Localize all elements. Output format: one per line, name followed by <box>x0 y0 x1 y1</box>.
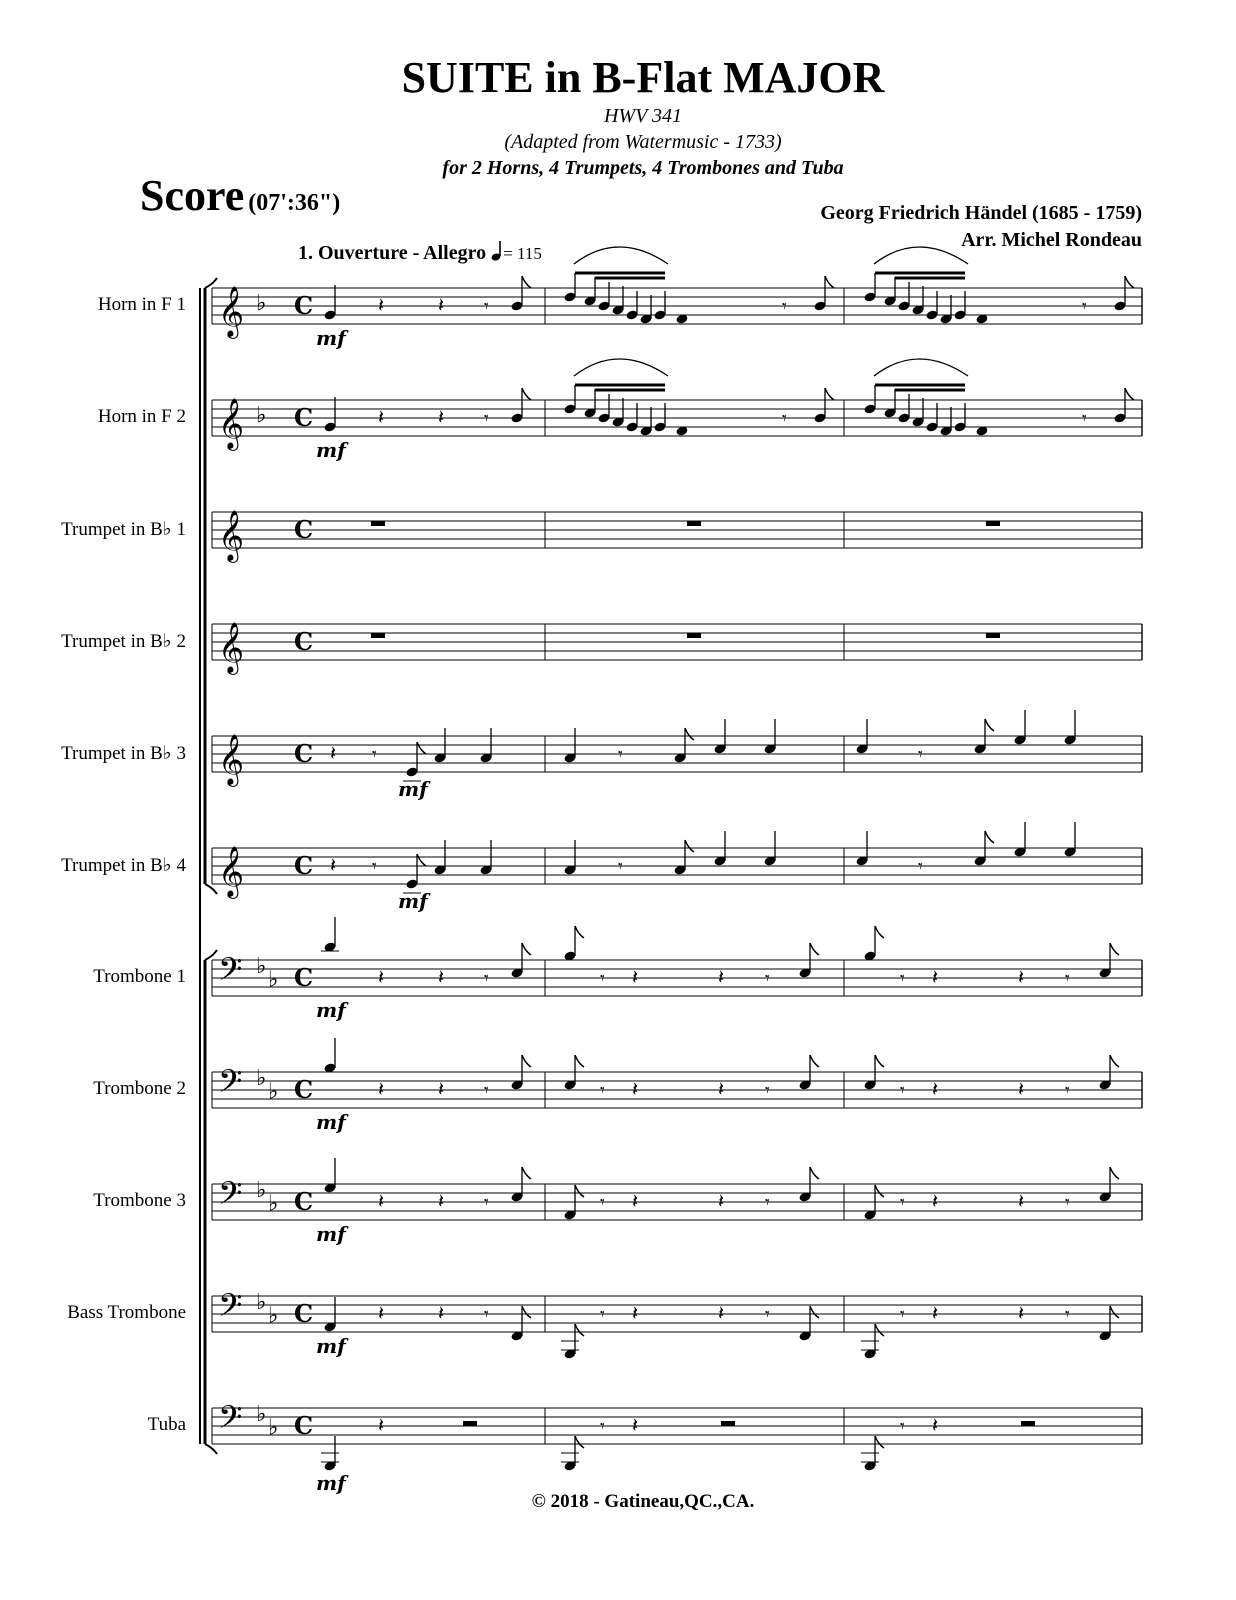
eighth-rest-icon: 𝄾 <box>900 1416 905 1437</box>
flat-icon: ♭ <box>256 954 267 979</box>
eighth-rest-icon: 𝄾 <box>600 1192 605 1213</box>
quarter-rest-icon: 𝄽 <box>932 1301 939 1325</box>
composer-credit: Georg Friedrich Händel (1685 - 1759) <box>820 202 1142 224</box>
note-flag <box>825 276 834 288</box>
note-flag <box>810 943 819 955</box>
instrument-label: Trumpet in B♭ 3 <box>61 743 186 764</box>
bass-clef-icon: 𝄢 <box>218 951 243 995</box>
trumpet-part <box>371 521 1000 526</box>
bass-clef-icon: 𝄢 <box>218 1399 243 1443</box>
note-flag <box>522 1055 531 1067</box>
quarter-rest-icon: 𝄽 <box>438 1189 445 1213</box>
flat-icon: ♭ <box>268 967 279 993</box>
score-duration: (07':36") <box>248 190 341 216</box>
staff <box>212 1399 1142 1444</box>
catalog-number: HWV 341 <box>604 105 682 127</box>
whole-rest-icon <box>986 633 1000 638</box>
quarter-rest-icon: 𝄽 <box>718 965 725 989</box>
quarter-rest-icon: 𝄽 <box>932 1077 939 1101</box>
flat-icon: ♭ <box>268 1191 279 1217</box>
eighth-rest-icon: 𝄾 <box>372 856 377 877</box>
quarter-rest-icon: 𝄽 <box>378 965 385 989</box>
treble-clef-icon: 𝄞 <box>218 846 245 897</box>
staff <box>212 398 1142 451</box>
trombone-part <box>316 1038 1119 1134</box>
dynamic-mf: mf <box>316 1110 346 1134</box>
dynamic-mf: mf <box>398 777 428 801</box>
dynamic-mf: mf <box>316 1471 346 1495</box>
eighth-rest-icon: 𝄾 <box>618 744 623 765</box>
trumpet-part <box>371 633 1000 638</box>
bass-clef-icon: 𝄢 <box>218 1287 243 1331</box>
note-flag <box>575 1436 584 1448</box>
slur <box>574 247 668 264</box>
eighth-rest-icon: 𝄾 <box>918 744 923 765</box>
instrument-label: Bass Trombone <box>67 1302 186 1323</box>
note-flag <box>575 1055 584 1067</box>
quarter-rest-icon: 𝄽 <box>438 293 445 317</box>
staff <box>212 286 1142 339</box>
note-flag <box>522 388 531 400</box>
common-time-icon: C <box>294 627 314 656</box>
half-rest-icon <box>463 1421 477 1426</box>
quarter-rest-icon: 𝄽 <box>1018 1189 1025 1213</box>
eighth-rest-icon: 𝄾 <box>900 1080 905 1101</box>
common-time-icon: C <box>294 1075 314 1104</box>
quarter-rest-icon: 𝄽 <box>632 1301 639 1325</box>
instrument-label: Horn in F 2 <box>97 406 186 427</box>
bass-clef-icon: 𝄢 <box>218 1063 243 1107</box>
note-flag <box>685 728 694 740</box>
eighth-rest-icon: 𝄾 <box>1065 968 1070 989</box>
eighth-rest-icon: 𝄾 <box>600 1416 605 1437</box>
common-time-icon: C <box>294 963 314 992</box>
instrument-label: Trombone 2 <box>93 1078 186 1099</box>
dynamic-mf: mf <box>316 1222 346 1246</box>
score-label: Score <box>140 171 245 220</box>
dynamic-mf: mf <box>398 889 428 913</box>
whole-rest-icon <box>371 521 385 526</box>
quarter-rest-icon: 𝄽 <box>438 965 445 989</box>
common-time-icon: C <box>294 515 314 544</box>
instrument-label: Tuba <box>147 1414 186 1435</box>
slur <box>874 247 968 264</box>
note-flag <box>985 719 994 731</box>
eighth-rest-icon: 𝄾 <box>1082 296 1087 317</box>
common-time-icon: C <box>294 1411 314 1440</box>
instrument-label: Trumpet in B♭ 2 <box>61 631 186 652</box>
brass-lower-bracket-cap <box>205 950 217 960</box>
trumpet-part <box>330 710 1077 801</box>
instrument-label: Trumpet in B♭ 1 <box>61 519 186 540</box>
instrument-label: Trombone 3 <box>93 1190 186 1211</box>
note-flag <box>1110 1167 1119 1179</box>
note-flag <box>1125 388 1134 400</box>
arranger-credit: Arr. Michel Rondeau <box>961 229 1142 251</box>
treble-clef-icon: 𝄞 <box>218 398 245 449</box>
quarter-rest-icon: 𝄽 <box>932 1189 939 1213</box>
eighth-rest-icon: 𝄾 <box>484 1080 489 1101</box>
half-rest-icon <box>721 1421 735 1426</box>
quarter-rest-icon: 𝄽 <box>378 1077 385 1101</box>
note-flag <box>522 1167 531 1179</box>
bass-clef-icon: 𝄢 <box>218 1175 243 1219</box>
bass-trombone-part <box>316 1297 1119 1360</box>
staff <box>212 510 1142 563</box>
staff <box>212 951 1142 996</box>
eighth-rest-icon: 𝄾 <box>600 1080 605 1101</box>
eighth-rest-icon: 𝄾 <box>782 296 787 317</box>
score-title: SUITE in B-Flat MAJOR <box>401 53 885 102</box>
treble-clef-icon: 𝄞 <box>218 510 245 561</box>
eighth-rest-icon: 𝄾 <box>1065 1080 1070 1101</box>
eighth-rest-icon: 𝄾 <box>765 1080 770 1101</box>
quarter-rest-icon: 𝄽 <box>718 1189 725 1213</box>
quarter-rest-icon: 𝄽 <box>1018 965 1025 989</box>
dynamic-mf: mf <box>316 998 346 1022</box>
instrument-label: Horn in F 1 <box>97 294 186 315</box>
quarter-rest-icon: 𝄽 <box>378 1301 385 1325</box>
slur <box>874 359 968 376</box>
eighth-rest-icon: 𝄾 <box>484 1192 489 1213</box>
flat-icon: ♭ <box>256 1290 267 1315</box>
quarter-rest-icon: 𝄽 <box>438 1301 445 1325</box>
adaptation-note: (Adapted from Watermusic - 1733) <box>504 131 782 153</box>
flat-icon: ♭ <box>256 1402 267 1427</box>
note-flag <box>1125 276 1134 288</box>
brass-upper-bracket-cap <box>205 278 217 288</box>
common-time-icon: C <box>294 851 314 880</box>
quarter-rest-icon: 𝄽 <box>632 1077 639 1101</box>
note-flag <box>575 1324 584 1336</box>
flat-icon: ♭ <box>256 1066 267 1091</box>
quarter-rest-icon: 𝄽 <box>718 1077 725 1101</box>
note-flag <box>810 1055 819 1067</box>
whole-rest-icon <box>687 633 701 638</box>
flat-icon: ♭ <box>256 403 267 428</box>
eighth-rest-icon: 𝄾 <box>1065 1192 1070 1213</box>
flat-icon: ♭ <box>256 1178 267 1203</box>
tuba-part <box>316 1413 1035 1495</box>
whole-rest-icon <box>687 521 701 526</box>
trumpet-part <box>330 822 1077 913</box>
common-time-icon: C <box>294 403 314 432</box>
flat-icon: ♭ <box>268 1079 279 1105</box>
quarter-rest-icon: 𝄽 <box>632 965 639 989</box>
quarter-rest-icon: 𝄽 <box>1018 1301 1025 1325</box>
staff <box>212 1175 1142 1220</box>
eighth-rest-icon: 𝄾 <box>900 1192 905 1213</box>
eighth-rest-icon: 𝄾 <box>765 1192 770 1213</box>
eighth-rest-icon: 𝄾 <box>1065 1304 1070 1325</box>
tempo-bpm: = 115 <box>503 244 542 263</box>
eighth-rest-icon: 𝄾 <box>765 1304 770 1325</box>
staff <box>212 622 1142 675</box>
common-time-icon: C <box>294 1187 314 1216</box>
eighth-rest-icon: 𝄾 <box>484 296 489 317</box>
dynamic-mf: mf <box>316 1334 346 1358</box>
staff <box>212 1287 1142 1332</box>
note-flag <box>875 1436 884 1448</box>
note-flag <box>1110 1055 1119 1067</box>
eighth-rest-icon: 𝄾 <box>484 408 489 429</box>
note-flag <box>875 926 884 938</box>
quarter-rest-icon: 𝄽 <box>932 965 939 989</box>
note-flag <box>1110 1306 1119 1318</box>
whole-rest-icon <box>986 521 1000 526</box>
horn-part <box>316 247 1134 350</box>
note-flag <box>825 388 834 400</box>
brass-upper-bracket-cap <box>205 884 217 894</box>
note-flag <box>575 1185 584 1197</box>
note-flag <box>522 1306 531 1318</box>
note-flag <box>985 831 994 843</box>
whole-rest-icon <box>371 633 385 638</box>
note-flag <box>575 926 584 938</box>
quarter-rest-icon: 𝄽 <box>1018 1077 1025 1101</box>
eighth-rest-icon: 𝄾 <box>372 744 377 765</box>
eighth-rest-icon: 𝄾 <box>484 1304 489 1325</box>
half-rest-icon <box>1021 1421 1035 1426</box>
quarter-rest-icon: 𝄽 <box>718 1301 725 1325</box>
note-flag <box>685 840 694 852</box>
instrument-label: Trumpet in B♭ 4 <box>61 855 186 876</box>
note-flag <box>875 1055 884 1067</box>
common-time-icon: C <box>294 739 314 768</box>
eighth-rest-icon: 𝄾 <box>484 968 489 989</box>
quarter-rest-icon: 𝄽 <box>378 293 385 317</box>
eighth-rest-icon: 𝄾 <box>782 408 787 429</box>
note-flag <box>522 943 531 955</box>
dynamic-mf: mf <box>316 326 346 350</box>
quarter-rest-icon: 𝄽 <box>632 1189 639 1213</box>
instrument-label: Trombone 1 <box>93 966 186 987</box>
quarter-rest-icon: 𝄽 <box>330 853 337 877</box>
note-flag <box>417 742 426 754</box>
eighth-rest-icon: 𝄾 <box>918 856 923 877</box>
quarter-rest-icon: 𝄽 <box>632 1413 639 1437</box>
quarter-rest-icon: 𝄽 <box>932 1413 939 1437</box>
note-flag <box>875 1185 884 1197</box>
flat-icon: ♭ <box>268 1303 279 1329</box>
quarter-rest-icon: 𝄽 <box>438 405 445 429</box>
quarter-rest-icon: 𝄽 <box>330 741 337 765</box>
note-flag <box>1110 943 1119 955</box>
eighth-rest-icon: 𝄾 <box>900 968 905 989</box>
note-flag <box>810 1306 819 1318</box>
eighth-rest-icon: 𝄾 <box>765 968 770 989</box>
note-flag <box>810 1167 819 1179</box>
treble-clef-icon: 𝄞 <box>218 286 245 337</box>
copyright-footer: © 2018 - Gatineau,QC.,CA. <box>531 1491 755 1512</box>
quarter-rest-icon: 𝄽 <box>378 1189 385 1213</box>
slur <box>574 359 668 376</box>
note-flag <box>875 1324 884 1336</box>
eighth-rest-icon: 𝄾 <box>600 968 605 989</box>
eighth-rest-icon: 𝄾 <box>600 1304 605 1325</box>
brass-lower-bracket-cap <box>205 1444 217 1454</box>
flat-icon: ♭ <box>256 291 267 316</box>
note-flag <box>417 854 426 866</box>
eighth-rest-icon: 𝄾 <box>900 1304 905 1325</box>
flat-icon: ♭ <box>268 1415 279 1441</box>
movement-title: 1. Ouverture - Allegro <box>298 242 487 264</box>
eighth-rest-icon: 𝄾 <box>618 856 623 877</box>
quarter-rest-icon: 𝄽 <box>438 1077 445 1101</box>
horn-part <box>316 359 1134 462</box>
dynamic-mf: mf <box>316 438 346 462</box>
instrumentation-note: for 2 Horns, 4 Trumpets, 4 Trombones and Tuba <box>442 157 844 179</box>
eighth-rest-icon: 𝄾 <box>1082 408 1087 429</box>
common-time-icon: C <box>294 1299 314 1328</box>
quarter-rest-icon: 𝄽 <box>378 405 385 429</box>
treble-clef-icon: 𝄞 <box>218 622 245 673</box>
treble-clef-icon: 𝄞 <box>218 734 245 785</box>
quarter-rest-icon: 𝄽 <box>378 1413 385 1437</box>
note-flag <box>522 276 531 288</box>
staff <box>212 1063 1142 1108</box>
common-time-icon: C <box>294 291 314 320</box>
